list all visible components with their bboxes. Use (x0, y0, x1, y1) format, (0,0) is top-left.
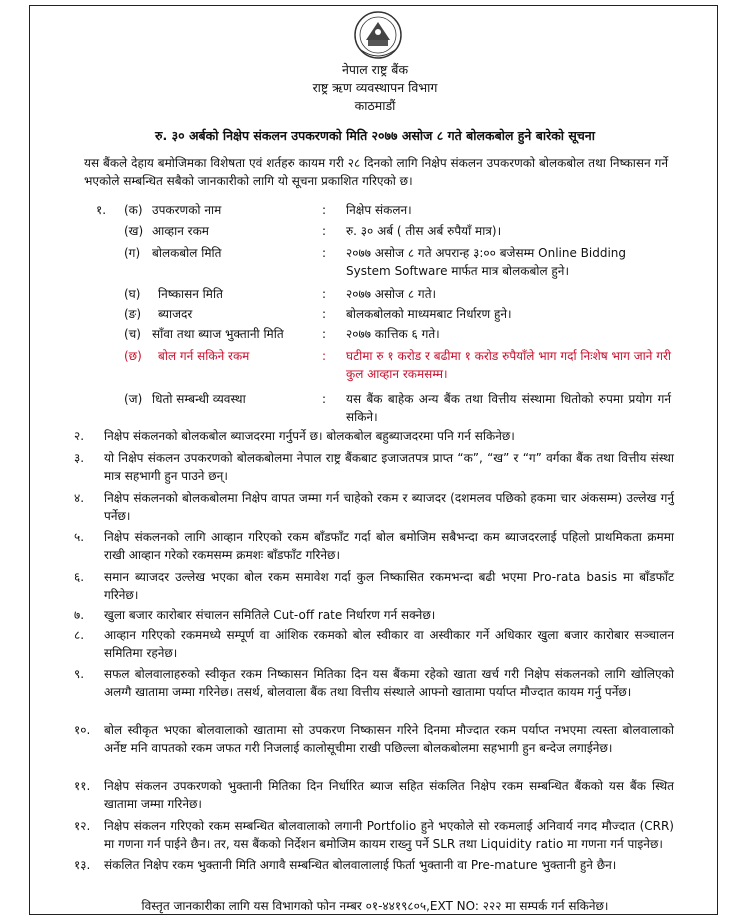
row-colon: : (322, 392, 327, 406)
list-item: खुला बजार कारोबार संचालन समितिले Cut-off rate निर्धारण गर्न सक्नेछ। (104, 608, 436, 622)
list-item: निक्षेप संकलन गरिएको रकम सम्बन्धित बोलवालाको लगानी Portfolio हुने भएकोले सो रकमलाई अनिवार्य नगद मौज्दात (CRR) मा गणना गर्न पाईने छैन। तर, यस बैंकको निर्देशन बमोजिम कायम राख्नु पर्ने SLR तथा Liquidity ratio मा गणना गर्न पाइनेछ। (104, 819, 674, 851)
row-label: उपकरणको नाम (152, 203, 222, 217)
list-item: बोल स्वीकृत भएका बोलवालाको खातामा सो उपकरण निष्कासन गरिने दिनमा मौज्दात रकम पर्याप्त नभएमा त्यस्ता बोलवालाको अर्नेष्ट मनि वापतको रकम जफत गरी निजलाई कालोसूचीमा राखी पछिल्ला बोलकबोलमा सहभागी हुन बन्देज लगाईनेछ। (104, 723, 674, 755)
row-code: (ज) (124, 392, 143, 406)
row-code: (ग) (124, 246, 141, 260)
nepal-rastra-bank-emblem-icon (353, 10, 403, 62)
item-number: ११. (74, 779, 91, 793)
item-number: ३. (74, 451, 85, 465)
row-label: धितो सम्बन्धी व्यवस्था (152, 392, 246, 406)
notice-title: रु. ३० अर्बको निक्षेप संकलन उपकरणको मिति २०७७ असोज ८ गते बोलकबोल हुने बारेको सूचना (155, 128, 595, 143)
row-colon: : (322, 349, 327, 363)
item-number: १३. (74, 858, 91, 872)
list-item: संकलित निक्षेप रकम भुक्तानी मिति अगावै सम्बन्धित बोलवालालाई फिर्ता भुक्तानी वा Pre-mature भुक्तानी हुने छैन। (104, 858, 617, 872)
row-label: ब्याजदर (158, 307, 193, 321)
row-colon: : (322, 246, 327, 260)
row-value: बोलकबोलको माध्यमबाट निर्धारण हुने। (346, 307, 512, 321)
row-colon: : (322, 224, 327, 238)
item-number: १२. (74, 819, 91, 833)
row-colon: : (322, 307, 327, 321)
row-value: यस बैंक बाहेक अन्य बैंक तथा वित्तीय संस्थामा धितोको रुपमा प्रयोग गर्न सकिने। (346, 392, 671, 424)
row-value: २०७७ असोज ८ गते अपरान्ह ३:०० बजेसम्म Online Bidding System Software मार्फत मात्र बोलकबोल हुने। (346, 246, 627, 278)
row-label: बोलकबोल मिति (152, 246, 222, 260)
list-item: निक्षेप संकलनको बोलकबोलमा निक्षेप वापत जम्मा गर्न चाहेको रकम र ब्याजदर (दशमलव पछिको हकमा चार अंकसम्म) उल्लेख गर्नु पर्नेछ। (104, 491, 674, 523)
row-colon: : (322, 327, 327, 341)
item-number: ६. (74, 570, 85, 584)
item-number: ८. (74, 628, 85, 642)
row-colon: : (322, 203, 327, 217)
row-colon: : (322, 287, 327, 301)
city-name: काठमाडौं (354, 98, 396, 113)
row-code: (घ) (124, 287, 141, 301)
row-code: (क) (124, 203, 143, 217)
row-label: निष्कासन मिति (158, 287, 223, 301)
list-item: समान ब्याजदर उल्लेख भएका बोल रकम समावेश गर्दा कुल निष्कासित रकमभन्दा बढी भएमा Pro-rata basis मा बाँडफाँट गरिनेछ। (104, 570, 674, 602)
list-item: आव्हान गरिएको रकममध्ये सम्पूर्ण वा आंशिक रकमको बोल स्वीकार वा अस्वीकार गर्ने अधिकार खुला बजार कारोबार सञ्चालन समितिमा रहनेछ। (104, 628, 674, 660)
row-value: रु. ३० अर्ब ( तीस अर्ब रुपैयाँ मात्र)। (346, 224, 502, 238)
row-code: (छ) (124, 349, 142, 363)
row-label: बोल गर्न सकिने रकम (158, 349, 250, 363)
row-value: घटीमा रु १ करोड र बढीमा १ करोड रुपैयाँले भाग गर्दा निःशेष भाग जाने गरी कुल आव्हान रकमसम्म। (346, 349, 671, 381)
list-item: निक्षेप संकलनको बोलकबोल ब्याजदरमा गर्नुपर्ने छ। बोलकबोल बहुब्याजदरमा पनि गर्न सकिनेछ। (104, 429, 515, 443)
bank-name: नेपाल राष्ट्र बैंक (341, 62, 409, 77)
row-code: (च) (124, 327, 141, 341)
list-item: यो निक्षेप संकलन उपकरणको बोलकबोलमा नेपाल राष्ट्र बैंकबाट इजाजतपत्र प्राप्त “क”, “ख” र “ग” वर्गका बैंक तथा वित्तीय संस्था मात्र सहभागी हुन पाउने छन्। (104, 451, 674, 483)
list-item: सफल बोलवालाहरुको स्वीकृत रकम निष्कासन मितिका दिन यस बैंकमा रहेको खाता खर्च गरी निक्षेप संकलनको लागि खोलिएको अलग्गै खातामा जम्मा गरिनेछ। तसर्थ, बोलवाला बैंक तथा वित्तीय संस्थाले आफ्नो खातामा पर्याप्त मौज्दात कायम गर्नु पर्नेछ। (104, 667, 674, 699)
row-code: (ङ) (124, 307, 142, 321)
footer-contact-note: विस्तृत जानकारीका लागि यस विभागको फोन नम्बर ०१-४४१९८०५,EXT NO: २२२ मा सम्पर्क गर्न सकिनेछ। (141, 899, 609, 913)
row-value: २०७७ असोज ८ गते। (346, 287, 437, 301)
row-value: २०७७ कात्तिक ६ गते। (346, 327, 440, 341)
intro-paragraph: यस बैंकले देहाय बमोजिमका विशेषता एवं शर्तहरु कायम गरी २८ दिनको लागि निक्षेप संकलन उपकरणको बोलकबोल तथा निष्कासन गर्ने भएकोले सम्बन्धित सबैको जानकारीको लागि यो सूचना प्रकाशित गरिएको छ। (84, 156, 668, 188)
item-number: १. (96, 203, 107, 217)
row-label: आव्हान रकम (152, 224, 209, 238)
department-name: राष्ट्र ऋण व्यवस्थापन विभाग (312, 80, 438, 95)
row-value: निक्षेप संकलन। (346, 203, 412, 217)
item-number: २. (74, 429, 85, 443)
item-number: ९. (74, 667, 85, 681)
row-code: (ख) (124, 224, 144, 238)
item-number: ७. (74, 608, 85, 622)
list-item: निक्षेप संकलनको लागि आव्हान गरिएको रकम बाँडफाँट गर्दा बोल बमोजिम सबैभन्दा कम ब्याजदरलाई पहिलो प्राथमिकता क्रममा राखी आव्हान गरेको रकमसम्म क्रमशः बाँडफाँट गरिनेछ। (104, 530, 674, 562)
item-number: ५. (74, 530, 85, 544)
row-label: साँवा तथा ब्याज भुक्तानी मिति (152, 327, 284, 341)
item-number: १०. (74, 723, 91, 737)
list-item: निक्षेप संकलन उपकरणको भुक्तानी मितिका दिन निर्धारित ब्याज सहित संकलित निक्षेप रकम सम्बन्धित बैंकको यस बैंक स्थित खातामा जम्मा गरिनेछ। (104, 779, 674, 811)
item-number: ४. (74, 491, 85, 505)
